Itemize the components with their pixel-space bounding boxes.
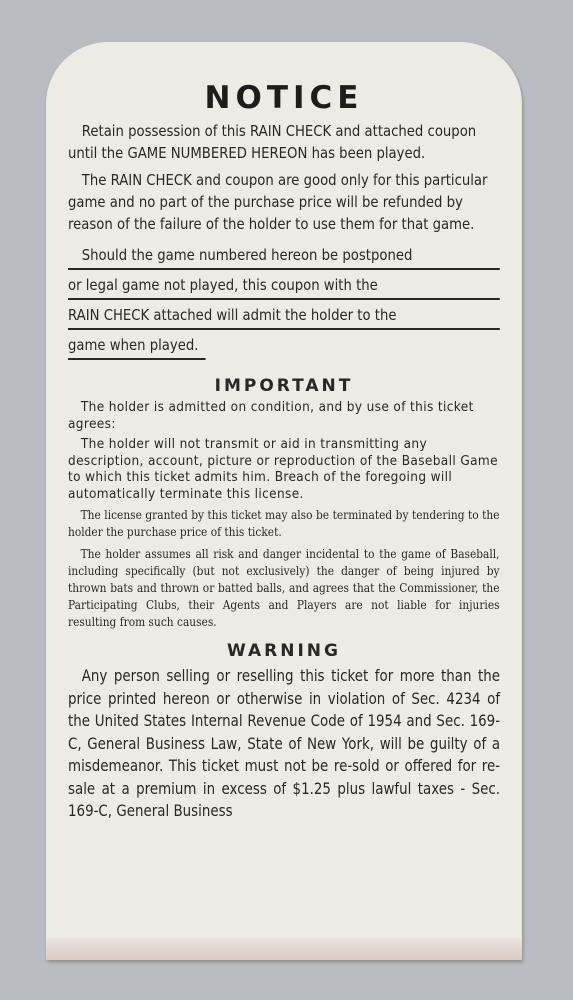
important-paragraph-2: The holder will not transmit or aid in transmitting any description, account, picture or reproduction of the Baseball Game to which this ticket admits him. Breach of the foregoing will automatically terminate this license. <box>68 437 498 502</box>
important-fine-print <box>68 507 500 631</box>
important-body <box>68 400 500 503</box>
ruled-line: or legal game not played, this coupon with the <box>68 270 500 300</box>
ruled-line: RAIN CHECK attached will admit the holder to the <box>68 300 500 330</box>
notice-title: NOTICE <box>204 80 364 116</box>
important-paragraph-3: The license granted by this ticket may also be terminated by tendering to the holder the purchase price of this ticket. <box>68 508 500 539</box>
rain-check-ticket <box>46 42 522 960</box>
ruled-line: game when played. <box>68 330 205 360</box>
notice-paragraph-1: Retain possession of this RAIN CHECK and attached coupon until the GAME NUMBERED HEREON has been played. <box>68 122 477 162</box>
warning-body <box>68 665 500 823</box>
important-paragraph-4: The holder assumes all risk and danger incidental to the game of Baseball, including specifically (but not exclusively) the danger of being injured by thrown bats and thrown or batted balls, and agrees that the Commissioner, the Participating Clubs, their Agents and Players are not liable for injuries resulting from such causes. <box>68 547 500 629</box>
warning-paragraph: Any person selling or reselling this ticket for more than the price printed hereon or otherwise in violation of Sec. 4234 of the United States Internal Revenue Code of 1954 and Sec. 169-C, General Business Law, State of New York, will be guilty of a misdemeanor. This ticket must not be re-sold or offered for re-sale at a premium in excess of $1.25 plus lawful taxes - Sec. 169-C, General Business <box>68 667 501 820</box>
important-paragraph-1: The holder is admitted on condition, and by use of this ticket agrees: <box>68 400 474 432</box>
ticket-content <box>68 80 500 823</box>
notice-body <box>68 120 506 235</box>
warning-title: WARNING <box>227 641 341 661</box>
important-title: IMPORTANT <box>214 376 354 396</box>
notice-paragraph-2: The RAIN CHECK and coupon are good only for this particular game and no part of the purchase price will be refunded by reason of the failure of the holder to use them for that game. <box>68 171 488 233</box>
notice-ruled-paragraph <box>68 240 500 360</box>
ruled-line: Should the game numbered hereon be postponed <box>68 240 500 270</box>
